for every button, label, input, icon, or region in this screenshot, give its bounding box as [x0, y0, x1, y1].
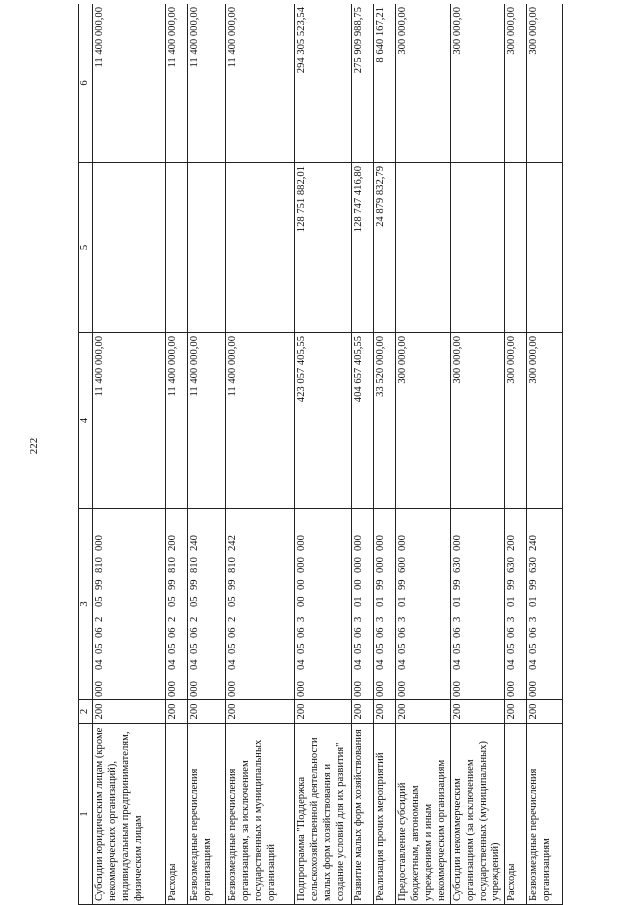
code-part: 05 — [94, 643, 105, 654]
code-part: 000 — [375, 681, 386, 697]
code-part: 05 — [506, 643, 518, 654]
code-part: 3 — [506, 616, 518, 622]
admin-code-cell: 200 — [295, 700, 352, 724]
remainder-cell: 11 400 000,00 — [166, 4, 188, 163]
row-name-cell: Подпрограмма "Поддержка сельскохозяйственной деятельности малых форм хозяйствования и создание условий для их развития" — [295, 724, 352, 905]
code-part: 000 — [227, 681, 238, 697]
code-part: 000 — [397, 681, 408, 697]
code-part: 000 — [451, 535, 463, 551]
remainder-cell: 300 000,00 — [450, 4, 505, 163]
code-part: 05 — [189, 643, 200, 654]
table-row — [505, 4, 527, 905]
executed-cell — [450, 163, 505, 333]
executed-cell — [166, 163, 188, 333]
rotated-page — [78, 4, 616, 905]
header-row — [79, 4, 93, 905]
code-part: 000 — [353, 681, 364, 697]
code-part: 000 — [296, 535, 307, 551]
code-part: 04 — [397, 659, 408, 670]
classification-code-cell — [505, 509, 527, 700]
code-part: 04 — [296, 659, 307, 670]
admin-code-cell: 200 — [352, 700, 374, 724]
page-number: 222 — [28, 437, 40, 455]
classification-code-cell — [396, 509, 451, 700]
amount-cell: 300 000,00 — [396, 333, 451, 509]
admin-code-cell: 200 — [188, 700, 226, 724]
code-part: 05 — [94, 596, 105, 607]
code-part: 01 — [528, 596, 540, 607]
code-part: 06 — [296, 627, 307, 638]
remainder-cell: 300 000,00 — [396, 4, 451, 163]
code-part: 05 — [227, 643, 238, 654]
admin-code-cell: 200 — [93, 700, 166, 724]
classification-code-cell — [450, 509, 505, 700]
table-row — [226, 4, 295, 905]
classification-code-cell — [226, 509, 295, 700]
classification-code-cell — [295, 509, 352, 700]
code-part: 000 — [528, 681, 540, 697]
code-part: 000 — [397, 535, 408, 551]
table-row — [396, 4, 451, 905]
code-part: 05 — [451, 643, 463, 654]
code-part: 000 — [296, 557, 307, 573]
amount-cell: 423 057 405,55 — [295, 333, 352, 509]
code-part: 05 — [167, 643, 178, 654]
code-part: 06 — [167, 627, 178, 638]
code-part: 06 — [528, 627, 540, 638]
executed-cell: 128 751 882,01 — [295, 163, 352, 333]
code-part: 01 — [375, 596, 386, 607]
code-part: 630 — [528, 557, 540, 573]
code-part: 000 — [353, 557, 364, 573]
amount-cell: 404 657 405,55 — [352, 333, 374, 509]
code-part: 2 — [94, 616, 105, 622]
code-part: 000 — [375, 557, 386, 573]
code-part: 810 — [167, 557, 178, 573]
amount-cell: 11 400 000,00 — [93, 333, 166, 509]
code-part: 99 — [397, 579, 408, 590]
code-part: 810 — [227, 557, 238, 573]
code-part: 05 — [397, 643, 408, 654]
code-part: 3 — [353, 616, 364, 622]
executed-cell — [93, 163, 166, 333]
code-part: 05 — [353, 643, 364, 654]
code-part: 99 — [189, 579, 200, 590]
code-part: 06 — [227, 627, 238, 638]
code-part: 06 — [397, 627, 408, 638]
remainder-cell: 300 000,00 — [505, 4, 527, 163]
code-part: 04 — [506, 659, 518, 670]
classification-code-cell — [527, 509, 563, 700]
table-row — [527, 4, 563, 905]
code-part: 000 — [189, 681, 200, 697]
code-part: 01 — [451, 596, 463, 607]
rotated-table-area — [78, 4, 616, 905]
row-name-cell: Реализация прочих мероприятий — [374, 724, 396, 905]
row-name-cell: Предоставление субсидий бюджетным, автономным учреждениям и иным некоммерческим организациям — [396, 724, 451, 905]
code-part: 99 — [94, 579, 105, 590]
amount-cell: 300 000,00 — [450, 333, 505, 509]
classification-code-cell — [93, 509, 166, 700]
code-part: 04 — [353, 659, 364, 670]
table-row — [450, 4, 505, 905]
code-part: 2 — [167, 616, 178, 622]
executed-cell — [527, 163, 563, 333]
row-name-cell: Расходы — [505, 724, 527, 905]
code-part: 06 — [353, 627, 364, 638]
admin-code-cell: 200 — [166, 700, 188, 724]
code-part: 06 — [451, 627, 463, 638]
code-part: 2 — [189, 616, 200, 622]
code-part: 99 — [227, 579, 238, 590]
code-part: 01 — [353, 596, 364, 607]
remainder-cell: 11 400 000,00 — [188, 4, 226, 163]
code-part: 06 — [375, 627, 386, 638]
code-part: 06 — [506, 627, 518, 638]
admin-code-cell: 200 — [450, 700, 505, 724]
code-part: 00 — [296, 579, 307, 590]
executed-cell — [188, 163, 226, 333]
executed-cell — [226, 163, 295, 333]
amount-cell: 300 000,00 — [527, 333, 563, 509]
code-part: 000 — [353, 535, 364, 551]
executed-cell — [396, 163, 451, 333]
table-row — [374, 4, 396, 905]
code-part: 810 — [94, 557, 105, 573]
code-part: 630 — [451, 557, 463, 573]
classification-code-cell — [188, 509, 226, 700]
code-part: 06 — [189, 627, 200, 638]
code-part: 2 — [227, 616, 238, 622]
column-header: 4 — [79, 333, 93, 509]
table-row — [295, 4, 352, 905]
code-part: 3 — [528, 616, 540, 622]
code-part: 000 — [451, 681, 463, 697]
remainder-cell: 275 909 988,75 — [352, 4, 374, 163]
code-part: 600 — [397, 557, 408, 573]
code-part: 01 — [397, 596, 408, 607]
code-part: 000 — [94, 681, 105, 697]
code-part: 05 — [296, 643, 307, 654]
row-name-cell: Безвозмездные перечисления организациям — [527, 724, 563, 905]
code-part: 3 — [296, 616, 307, 622]
code-part: 04 — [227, 659, 238, 670]
classification-code-cell — [166, 509, 188, 700]
classification-code-cell — [374, 509, 396, 700]
code-part: 05 — [375, 643, 386, 654]
code-part: 3 — [397, 616, 408, 622]
table-row — [188, 4, 226, 905]
code-part: 99 — [167, 579, 178, 590]
classification-code-cell — [352, 509, 374, 700]
code-part: 06 — [94, 627, 105, 638]
code-part: 04 — [451, 659, 463, 670]
code-part: 05 — [167, 596, 178, 607]
code-part: 3 — [375, 616, 386, 622]
column-header: 1 — [79, 724, 93, 905]
row-name-cell: Безвозмездные перечисления организациям — [188, 724, 226, 905]
code-part: 000 — [296, 681, 307, 697]
row-name-cell: Безвозмездные перечисления организациям, за исключением государственных и муниципальных организаций — [226, 724, 295, 905]
code-part: 99 — [451, 579, 463, 590]
remainder-cell: 11 400 000,00 — [93, 4, 166, 163]
admin-code-cell: 200 — [505, 700, 527, 724]
admin-code-cell: 200 — [374, 700, 396, 724]
code-part: 240 — [189, 535, 200, 551]
table-row — [166, 4, 188, 905]
code-part: 99 — [506, 579, 518, 590]
code-part: 01 — [506, 596, 518, 607]
code-part: 00 — [296, 596, 307, 607]
amount-cell: 11 400 000,00 — [166, 333, 188, 509]
row-name-cell: Развитие малых форм хозяйствования — [352, 724, 374, 905]
code-part: 99 — [375, 579, 386, 590]
code-part: 200 — [167, 535, 178, 551]
code-part: 3 — [451, 616, 463, 622]
code-part: 04 — [94, 659, 105, 670]
table-body — [93, 4, 563, 905]
code-part: 04 — [528, 659, 540, 670]
row-name-cell: Расходы — [166, 724, 188, 905]
amount-cell: 11 400 000,00 — [226, 333, 295, 509]
budget-table — [78, 4, 563, 905]
code-part: 000 — [506, 681, 518, 697]
code-part: 000 — [167, 681, 178, 697]
remainder-cell: 8 640 167,21 — [374, 4, 396, 163]
column-header: 5 — [79, 163, 93, 333]
remainder-cell: 294 305 523,54 — [295, 4, 352, 163]
row-name-cell: Субсидии некоммерческим организациям (за исключением государственных (муниципальных) учреждений) — [450, 724, 505, 905]
code-part: 05 — [189, 596, 200, 607]
code-part: 810 — [189, 557, 200, 573]
executed-cell: 128 747 416,80 — [352, 163, 374, 333]
code-part: 000 — [94, 535, 105, 551]
code-part: 240 — [528, 535, 540, 551]
column-header: 6 — [79, 4, 93, 163]
table-row — [352, 4, 374, 905]
amount-cell: 300 000,00 — [505, 333, 527, 509]
amount-cell: 11 400 000,00 — [188, 333, 226, 509]
code-part: 05 — [227, 596, 238, 607]
table-row — [93, 4, 166, 905]
code-part: 242 — [227, 535, 238, 551]
code-part: 05 — [528, 643, 540, 654]
remainder-cell: 11 400 000,00 — [226, 4, 295, 163]
code-part: 99 — [528, 579, 540, 590]
code-part: 04 — [189, 659, 200, 670]
column-header: 2 — [79, 700, 93, 724]
admin-code-cell: 200 — [527, 700, 563, 724]
admin-code-cell: 200 — [226, 700, 295, 724]
code-part: 04 — [167, 659, 178, 670]
executed-cell: 24 879 832,79 — [374, 163, 396, 333]
row-name-cell: Субсидии юридическим лицам (кроме некоммерческих организаций), индивидуальным предпринимателям, физическим лицам — [93, 724, 166, 905]
column-header: 3 — [79, 509, 93, 700]
amount-cell: 33 520 000,00 — [374, 333, 396, 509]
executed-cell — [505, 163, 527, 333]
code-part: 04 — [375, 659, 386, 670]
code-part: 000 — [375, 535, 386, 551]
remainder-cell: 300 000,00 — [527, 4, 563, 163]
code-part: 630 — [506, 557, 518, 573]
code-part: 00 — [353, 579, 364, 590]
admin-code-cell: 200 — [396, 700, 451, 724]
code-part: 200 — [506, 535, 518, 551]
